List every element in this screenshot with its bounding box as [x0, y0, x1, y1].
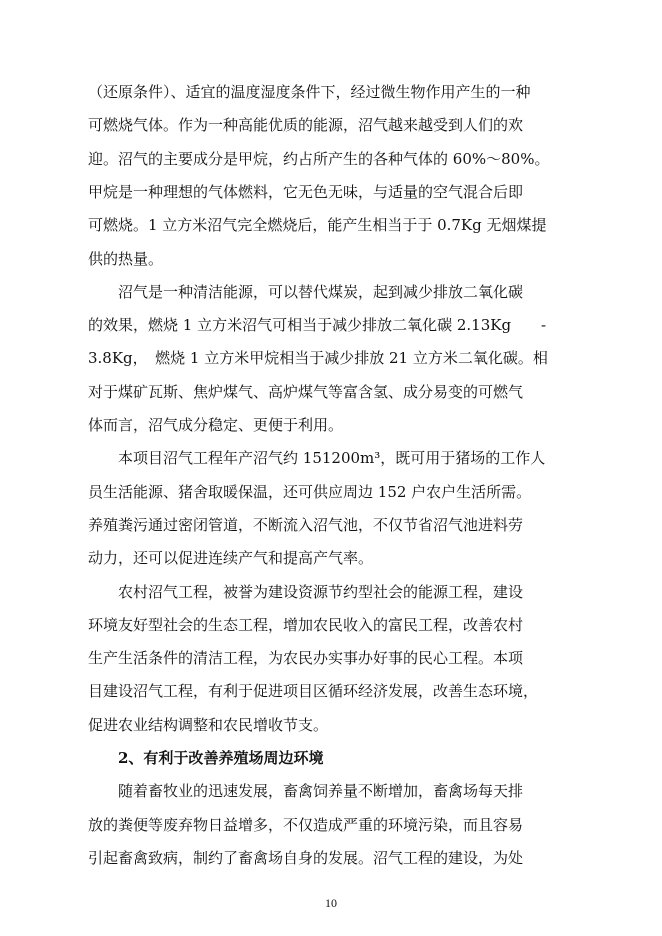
text-line: 农村沼气工程，被誉为建设资源节约型社会的能源工程，建设 [118, 582, 524, 601]
text-line: （还原条件）、适宜的温度湿度条件下，经过微生物作用产生的一种 [88, 83, 531, 101]
text-line: 可燃烧。1 立方米沼气完全燃烧后，能产生相当于于 0.7Kg 无烟煤提 [88, 216, 547, 235]
text-line: 促进农业结构调整和农民增收节支。 [88, 715, 329, 734]
text-line: 迎。沼气的主要成分是甲烷，约占所产生的各种气体的 60%～80%。 [88, 149, 550, 168]
text-line: 放的粪便等废弃物日益增多，不仅造成严重的环境污染，而且容易 [88, 815, 524, 834]
text-line: 甲烷是一种理想的气体燃料，它无色无味，与适量的空气混合后即 [88, 182, 524, 201]
text-line: 目建设沼气工程，有利于促进项目区循环经济发展，改善生态环境， [88, 682, 539, 701]
text-line: 沼气是一种清洁能源，可以替代煤炭，起到减少排放二氧化碳 [118, 282, 524, 301]
page-number: 10 [325, 896, 337, 910]
text-line: 的效果，燃烧 1 立方米沼气可相当于减少排放二氧化碳 2.13Kg - [88, 316, 547, 335]
text-line: 养殖粪污通过密闭管道，不断流入沼气池，不仅节省沼气池进料劳 [88, 515, 524, 534]
text-line: 对于煤矿瓦斯、焦炉煤气、高炉煤气等富含氢、成分易变的可燃气 [88, 382, 524, 401]
text-line: 可燃烧气体。作为一种高能优质的能源，沼气越来越受到人们的欢 [88, 116, 524, 135]
text-line: 供的热量。 [88, 249, 164, 268]
section-heading: 2、有利于改善养殖场周边环境 [118, 749, 324, 767]
text-line: 3.8Kg， 燃烧 1 立方米甲烷相当于减少排放 21 立方米二氧化碳。相 [88, 349, 548, 368]
text-line: 体而言，沼气成分稳定、更便于利用。 [88, 416, 344, 434]
text-line: 本项目沼气工程年产沼气约 151200m³，既可用于猪场的工作人 [118, 449, 546, 468]
text-line: 动力，还可以促进连续产气和提高产气率。 [88, 549, 374, 568]
text-line: 引起畜禽致病，制约了畜禽场自身的发展。沼气工程的建设，为处 [88, 848, 524, 867]
text-line: 环境友好型社会的生态工程，增加农民收入的富民工程，改善农村 [88, 615, 524, 634]
text-line: 随着畜牧业的迅速发展，畜禽饲养量不断增加，畜禽场每天排 [118, 782, 524, 801]
text-line: 员生活能源、猪舍取暖保温，还可供应周边 152 户农户生活所需。 [88, 482, 532, 501]
text-line: 生产生活条件的清洁工程，为农民办实事办好事的民心工程。本项 [88, 649, 524, 668]
